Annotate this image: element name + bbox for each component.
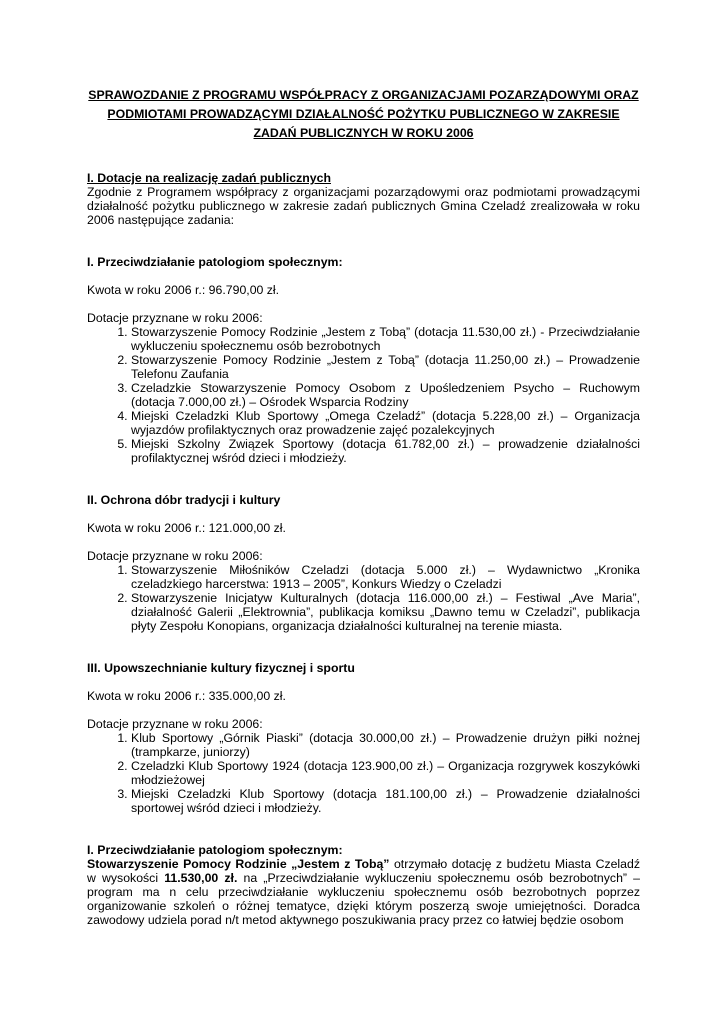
section-1-grants-label: Dotacje przyznane w roku 2006: <box>87 311 263 325</box>
list-item: 1. Stowarzyszenie Pomocy Rodzinie „Jestem z Tobą” (dotacja 11.530,00 zł.) - Przeciwdziałanie wykluczeniu społecznemu osób bezrobotnych <box>131 325 640 353</box>
section-1-list <box>87 325 640 465</box>
organization-name: Stowarzyszenie Pomocy Rodzinie „Jestem z Tobą” <box>87 857 390 871</box>
list-item: 1. Stowarzyszenie Miłośników Czeladzi (dotacja 5.000 zł.) – Wydawnictwo „Kronika czeladzkiego harcerstwa: 1913 – 2005”, Konkurs Wiedzy o Czeladzi <box>131 563 640 591</box>
section-2-list <box>87 563 640 633</box>
section-3-heading: III. Upowszechnianie kultury fizycznej i sportu <box>87 661 355 675</box>
section-2-heading: II. Ochrona dóbr tradycji i kultury <box>87 493 281 507</box>
list-item: 5. Miejski Szkolny Związek Sportowy (dotacja 61.782,00 zł.) – prowadzenie działalności profilaktycznej wśród dzieci i młodzieży. <box>131 437 640 465</box>
list-item: 3. Czeladzkie Stowarzyszenie Pomocy Osobom z Upośledzeniem Psycho – Ruchowym (dotacja 7.000,00 zł.) – Ośrodek Wsparcia Rodziny <box>131 381 640 409</box>
list-item: 3. Miejski Czeladzki Klub Sportowy (dotacja 181.100,00 zł.) – Prowadzenie działalności sportowej wśród dzieci i młodzieży. <box>131 787 640 815</box>
section-4-heading: I. Przeciwdziałanie patologiom społecznym: <box>87 843 343 857</box>
section-1-heading: I. Przeciwdziałanie patologiom społecznym: <box>87 255 343 269</box>
section-2-amount: Kwota w roku 2006 r.: 121.000,00 zł. <box>87 521 286 535</box>
list-item: 2. Czeladzki Klub Sportowy 1924 (dotacja 123.900,00 zł.) – Organizacja rozgrywek koszykówki młodzieżowej <box>131 759 640 787</box>
title-line-2: PODMIOTAMI PROWADZĄCYMI DZIAŁALNOŚĆ POŻYTKU PUBLICZNEGO W ZAKRESIE <box>107 107 620 121</box>
paragraph-text-b: na „Przeciwdziałanie wykluczeniu społecznemu osób bezrobotnych” – program ma n celu przeciwdziałanie wykluczeniu społecznemu osób bezrobotnych poprzez organizowanie szkoleń o różnej tematyce, dzięki którym poszerzą swoje umiejętności. Doradca zawodowy udziela porad n/t metod aktywnego poszukiwania pracy przez co łatwiej będzie osobom <box>87 871 640 927</box>
title-line-1: SPRAWOZDANIE Z PROGRAMU WSPÓŁPRACY Z ORGANIZACJAMI POZARZĄDOWYMI ORAZ <box>88 88 639 102</box>
section-3-amount: Kwota w roku 2006 r.: 335.000,00 zł. <box>87 689 286 703</box>
list-item: 4. Miejski Czeladzki Klub Sportowy „Omega Czeladź” (dotacja 5.228,00 zł.) – Organizacja wyjazdów profilaktycznych oraz prowadzenie zajęć pozalekcyjnych <box>131 409 640 437</box>
paragraph-text-a: otrzymało dotację z budżetu Miasta Czeladź w wysokości <box>87 857 640 885</box>
section-1-amount: Kwota w roku 2006 r.: 96.790,00 zł. <box>87 283 280 297</box>
section-3-grants-label: Dotacje przyznane w roku 2006: <box>87 717 263 731</box>
title-line-3: ZADAŃ PUBLICZNYCH W ROKU 2006 <box>253 126 474 140</box>
document-page <box>87 86 640 927</box>
grant-amount: 11.530,00 zł. <box>164 871 238 885</box>
section-2-grants-label: Dotacje przyznane w roku 2006: <box>87 549 263 563</box>
section-4-paragraph <box>87 857 640 927</box>
list-item: 1. Klub Sportowy „Górnik Piaski” (dotacja 30.000,00 zł.) – Prowadzenie drużyn piłki nożnej (trampkarze, juniorzy) <box>131 731 640 759</box>
list-item: 2. Stowarzyszenie Inicjatyw Kulturalnych (dotacja 116.000,00 zł.) – Festiwal „Ave Maria”, działalność Galerii „Elektrownia”, publikacja komiksu „Dawno temu w Czeladzi”, publikacja płyty Zespołu Konopians, organizacja działalności kulturalnej na terenie miasta. <box>131 591 640 633</box>
section-3-list <box>87 731 640 815</box>
document-title <box>87 86 640 143</box>
intro-paragraph: Zgodnie z Programem współpracy z organizacjami pozarządowymi oraz podmiotami prowadzącymi działalność pożytku publicznego w zakresie zadań publicznych Gmina Czeladź zrealizowała w roku 2006 następujące zadania: <box>87 185 640 227</box>
intro-heading: I. Dotacje na realizację zadań publicznych <box>87 171 331 185</box>
list-item: 2. Stowarzyszenie Pomocy Rodzinie „Jestem z Tobą” (dotacja 11.250,00 zł.) – Prowadzenie Telefonu Zaufania <box>131 353 640 381</box>
